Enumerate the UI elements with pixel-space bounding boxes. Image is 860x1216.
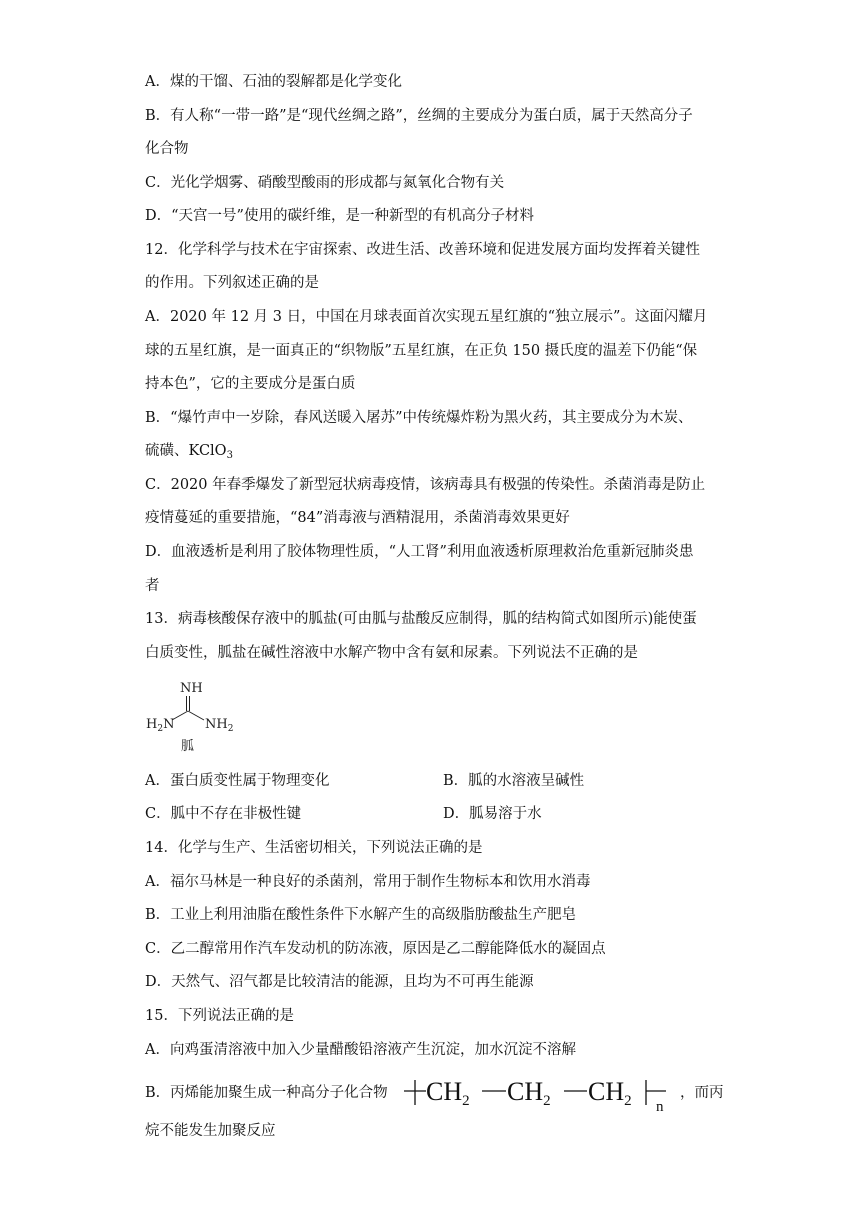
- q12-option-d-cont: 者: [145, 578, 160, 594]
- q12-option-a-cont1: 球的五星红旗，是一面真正的“织物版”五星红旗，在正负 150 摄氏度的温差下仍能“保: [145, 343, 698, 359]
- q15-option-b-cont: 烷不能发生加聚反应: [145, 1123, 276, 1139]
- q14-option-b: B．工业上利用油脂在酸性条件下水解产生的高级脂肪酸盐生产肥皂: [145, 907, 577, 923]
- q15-option-b: B．丙烯能加聚生成一种高分子化合物: [145, 1085, 388, 1101]
- q12-option-b-cont: [145, 441, 233, 466]
- guanidine-caption: 胍: [181, 739, 195, 754]
- polymer-formula: [404, 1077, 674, 1117]
- q14-option-c: C．乙二醇常用作汽车发动机的防冻液，原因是乙二醇能降低水的凝固点: [145, 941, 606, 957]
- guanidine-right-amine: $NH_2$: [205, 717, 234, 734]
- q13-option-c: C．胍中不存在非极性键: [145, 806, 302, 822]
- q11-option-d: D．“天宫一号”使用的碳纤维，是一种新型的有机高分子材料: [145, 208, 534, 224]
- q15-option-a: A．向鸡蛋清溶液中加入少量醋酸铅溶液产生沉淀，加水沉淀不溶解: [145, 1042, 576, 1058]
- q14-option-d: D．天然气、沼气都是比较清洁的能源，且均为不可再生能源: [145, 974, 534, 990]
- q11-option-b-cont: 化合物: [145, 141, 189, 157]
- q12-option-a: A．2020 年 12 月 3 日，中国在月球表面首次实现五星红旗的“独立展示”。这面闪耀月: [145, 309, 708, 325]
- kclo3-subscript: 3: [226, 450, 233, 461]
- q12-option-c-cont: 疫情蔓延的重要措施，“84”消毒液与酒精混用，杀菌消毒效果更好: [145, 510, 570, 526]
- q12-stem: 12．化学科学与技术在宇宙探索、改进生活、改善环境和促进发展方面均发挥着关键性: [145, 242, 700, 258]
- q12-option-b-text: 硫磺、KClO: [145, 443, 227, 459]
- polymer-ch2-3: CH2: [588, 1077, 632, 1109]
- q13-option-a: A．蛋白质变性属于物理变化: [145, 773, 330, 789]
- q11-option-b: B．有人称“一带一路”是“现代丝绸之路”，丝绸的主要成分为蛋白质，属于天然高分子: [145, 108, 693, 124]
- q14-stem: 14．化学与生产、生活密切相关，下列说法正确的是: [145, 840, 483, 856]
- guanidine-nh: NH: [180, 681, 203, 696]
- q12-option-d: D．血液透析是利用了胶体物理性质，“人工肾”利用血液透析原理救治危重新冠肺炎患: [145, 544, 694, 560]
- q11-option-a: A．煤的干馏、石油的裂解都是化学变化: [145, 74, 402, 90]
- polymer-ch2-2: CH2: [507, 1077, 551, 1109]
- guanidine-left-amine: $H_2N$: [146, 717, 175, 734]
- q14-option-a: A．福尔马林是一种良好的杀菌剂，常用于制作生物标本和饮用水消毒: [145, 874, 591, 890]
- q12-stem-cont: 的作用。下列叙述正确的是: [145, 275, 319, 291]
- guanidine-structure: [142, 676, 242, 756]
- q13-stem: 13．病毒核酸保存液中的胍盐(可由胍与盐酸反应制得，胍的结构简式如图所示)能使蛋: [145, 611, 697, 627]
- q13-stem-cont: 白质变性，胍盐在碱性溶液中水解产物中含有氨和尿素。下列说法不正确的是: [145, 645, 638, 661]
- polymer-n: n: [656, 1099, 664, 1115]
- q12-option-c: C．2020 年春季爆发了新型冠状病毒疫情，该病毒具有极强的传染性。杀菌消毒是防止: [145, 477, 706, 493]
- q12-option-b: B．“爆竹声中一岁除，春风送暖入屠苏”中传统爆炸粉为黑火药，其主要成分为木炭、: [145, 410, 693, 426]
- q12-option-a-cont2: 持本色”，它的主要成分是蛋白质: [145, 376, 356, 392]
- polymer-ch2-1: CH2: [426, 1077, 470, 1109]
- q15-option-b-tail: ，而丙: [680, 1085, 724, 1101]
- q13-option-b: B．胍的水溶液呈碱性: [443, 773, 585, 789]
- q13-option-d: D．胍易溶于水: [443, 806, 542, 822]
- q11-option-c: C．光化学烟雾、硝酸型酸雨的形成都与氮氧化合物有关: [145, 175, 505, 191]
- q15-stem: 15．下列说法正确的是: [145, 1008, 294, 1024]
